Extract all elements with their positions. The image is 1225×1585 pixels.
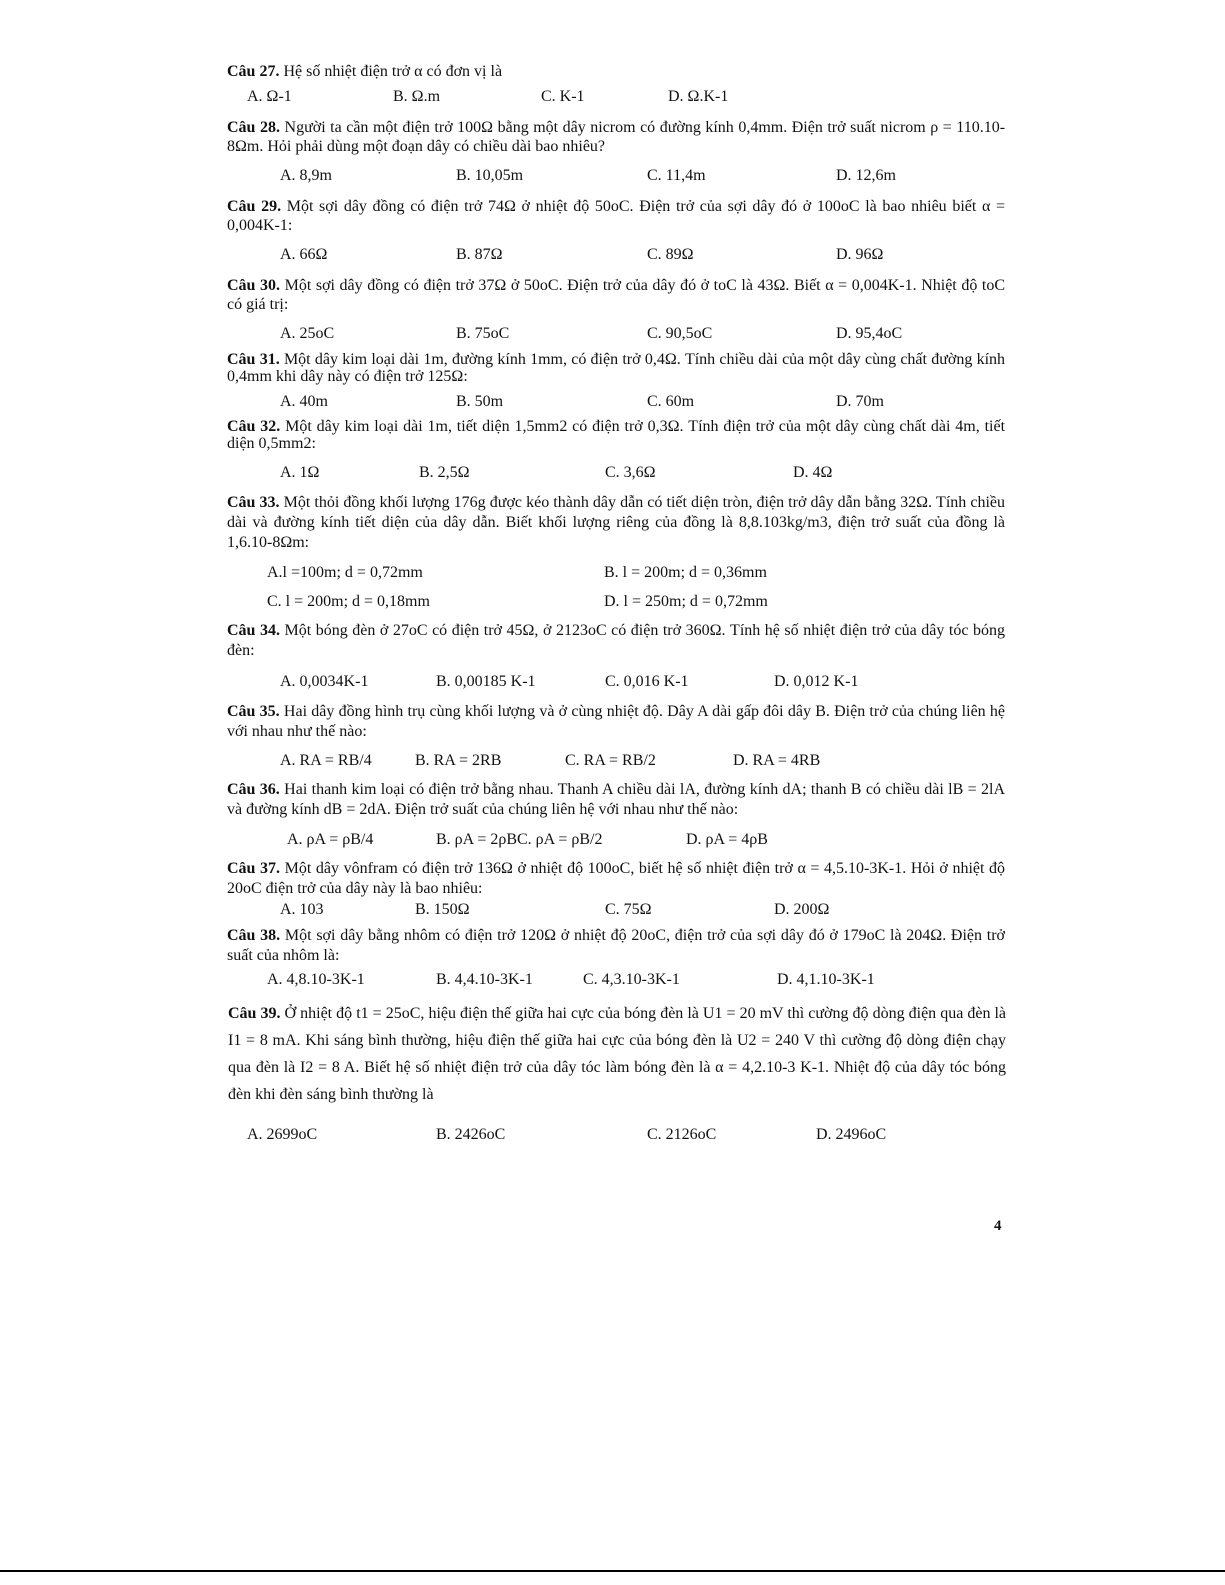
question-label: Câu 37. xyxy=(227,860,281,877)
options-36 xyxy=(0,829,1225,851)
option-a: A. ρA = ρB/4 xyxy=(287,831,374,848)
options-33-row1 xyxy=(0,562,1225,584)
option-d: D. 0,012 K-1 xyxy=(774,673,859,690)
option-d: D. 70m xyxy=(836,393,884,410)
question-text: Ở nhiệt độ t1 = 25oC, hiệu điện thế giữa hai cực của bóng đèn là U1 = 20 mV thì cường độ dòng điện qua đèn là I1 = 8 mA. Khi sáng bình thường, hiệu điện thế giữa hai cực của bóng đèn là U2 = 240 V thì cường độ dòng điện chạy qua đèn là I2 = 8 A. Biết hệ số nhiệt điện trở của dây tóc làm bóng đèn là α = 4,2.10-3 K-1. Nhiệt độ của dây tóc bóng đèn khi đèn sáng bình thường là xyxy=(228,1005,1007,1103)
question-label: Câu 28. xyxy=(227,119,280,136)
option-c: C. 2126oC xyxy=(647,1126,717,1143)
options-28 xyxy=(0,165,1225,187)
option-a: A.l =100m; d = 0,72mm xyxy=(267,564,423,581)
options-38 xyxy=(0,969,1225,991)
option-d: D. l = 250m; d = 0,72mm xyxy=(604,593,768,610)
option-a: A. 1Ω xyxy=(280,464,320,481)
question-31 xyxy=(227,351,1005,385)
option-b: B. 150Ω xyxy=(415,901,470,918)
question-label: Câu 39. xyxy=(228,1005,281,1022)
option-b: B. Ω.m xyxy=(393,88,441,105)
option-d: D. Ω.K-1 xyxy=(668,88,729,105)
question-text: Một dây kim loại dài 1m, tiết diện 1,5mm2 có điện trở 0,3Ω. Tính điện trở của một dây cùng chất dài 4m, tiết diện 0,5mm2: xyxy=(227,418,1006,452)
question-label: Câu 27. xyxy=(227,63,280,80)
question-36 xyxy=(227,780,1005,820)
question-label: Câu 30. xyxy=(227,277,281,294)
options-37 xyxy=(0,899,1225,921)
question-32 xyxy=(227,418,1005,452)
question-34 xyxy=(227,621,1005,661)
question-38 xyxy=(227,926,1005,966)
question-label: Câu 35. xyxy=(227,703,280,720)
question-33 xyxy=(227,493,1005,553)
option-d: D. 96Ω xyxy=(836,246,884,263)
option-d: D. 12,6m xyxy=(836,167,896,184)
option-b: B. 0,00185 K-1 xyxy=(436,673,536,690)
question-label: Câu 31. xyxy=(227,351,280,368)
option-a: A. RA = RB/4 xyxy=(280,752,372,769)
options-32 xyxy=(0,462,1225,484)
question-text: Hai dây đồng hình trụ cùng khối lượng và ở cùng nhiệt độ. Dây A dài gấp đôi dây B. Điện trở của chúng liên hệ với nhau như thế nào: xyxy=(227,703,1006,740)
options-29 xyxy=(0,244,1225,266)
question-text: Một dây kim loại dài 1m, đường kính 1mm, có điện trở 0,4Ω. Tính chiều dài của một dây cùng chất đường kính 0,4mm khi dây này có điện trở 125Ω: xyxy=(227,351,1006,385)
question-27 xyxy=(227,62,1005,81)
option-a: A. 0,0034K-1 xyxy=(280,673,369,690)
option-b: B. 2,5Ω xyxy=(419,464,470,481)
option-c: C. 0,016 K-1 xyxy=(605,673,689,690)
options-31 xyxy=(0,391,1225,413)
option-d: D. 2496oC xyxy=(816,1126,887,1143)
page-number: 4 xyxy=(994,1218,1002,1234)
option-c: C. 11,4m xyxy=(647,167,706,184)
options-34 xyxy=(0,671,1225,693)
option-b: B. 4,4.10-3K-1 xyxy=(436,971,533,988)
option-c: C. 89Ω xyxy=(647,246,694,263)
option-c: C. 60m xyxy=(647,393,695,410)
option-b: B. 75oC xyxy=(456,325,510,342)
question-label: Câu 33. xyxy=(227,494,280,511)
option-c: C. 3,6Ω xyxy=(605,464,656,481)
question-text: Một dây vônfram có điện trở 136Ω ở nhiệt độ 100oC, biết hệ số nhiệt điện trở α = 4,5.10-3K-1. Hỏi ở nhiệt độ 20oC điện trở của dây này là bao nhiêu: xyxy=(227,860,1006,897)
option-c: C. 4,3.10-3K-1 xyxy=(583,971,680,988)
option-c: C. RA = RB/2 xyxy=(565,752,656,769)
option-c: C. 90,5oC xyxy=(647,325,713,342)
option-a: A. 4,8.10-3K-1 xyxy=(267,971,365,988)
question-text: Một bóng đèn ở 27oC có điện trở 45Ω, ở 2123oC có điện trở 360Ω. Tính hệ số nhiệt điện trở của dây tóc bóng đèn: xyxy=(227,622,1005,659)
option-b: B. RA = 2RB xyxy=(415,752,502,769)
option-b-c: B. ρA = 2ρBC. ρA = ρB/2 xyxy=(436,831,603,848)
option-a: A. 66Ω xyxy=(280,246,328,263)
option-d: D. 200Ω xyxy=(774,901,830,918)
option-a: A. 2699oC xyxy=(247,1126,318,1143)
options-39 xyxy=(0,1124,1225,1146)
question-label: Câu 34. xyxy=(227,622,280,639)
question-29 xyxy=(227,197,1005,235)
option-a: A. 8,9m xyxy=(280,167,332,184)
option-c: C. l = 200m; d = 0,18mm xyxy=(267,593,430,610)
option-d: D. 4Ω xyxy=(793,464,833,481)
option-b: B. 50m xyxy=(456,393,504,410)
question-39 xyxy=(228,1000,1006,1108)
option-c: C. 75Ω xyxy=(605,901,652,918)
option-b: B. 2426oC xyxy=(436,1126,506,1143)
option-b: B. 10,05m xyxy=(456,167,524,184)
option-c: C. K-1 xyxy=(541,88,585,105)
question-label: Câu 38. xyxy=(227,927,281,944)
options-30 xyxy=(0,323,1225,345)
option-b: B. 87Ω xyxy=(456,246,503,263)
question-35 xyxy=(227,702,1005,742)
option-a: A. 40m xyxy=(280,393,328,410)
question-text: Một sợi dây đồng có điện trở 74Ω ở nhiệt độ 50oC. Điện trở của sợi dây đó ở 100oC là bao nhiêu biết α = 0,004K-1: xyxy=(227,198,1005,234)
option-a: A. 25oC xyxy=(280,325,335,342)
question-text: Một sợi dây bằng nhôm có điện trở 120Ω ở nhiệt độ 20oC, điện trở của sợi dây đó ở 179oC là 204Ω. Điện trở suất của nhôm là: xyxy=(227,927,1005,964)
question-text: Người ta cần một điện trở 100Ω bằng một dây nicrom có đường kính 0,4mm. Điện trở suất nicrom ρ = 110.10-8Ωm. Hỏi phải dùng một đoạn dây có chiều dài bao nhiêu? xyxy=(227,119,1006,155)
option-a: A. Ω-1 xyxy=(247,88,292,105)
question-37 xyxy=(227,859,1005,899)
option-b: B. l = 200m; d = 0,36mm xyxy=(604,564,767,581)
question-text: Một sợi dây đồng có điện trở 37Ω ở 50oC. Điện trở của dây đó ở toC là 43Ω. Biết α = 0,004K-1. Nhiệt độ toC có giá trị: xyxy=(227,277,1006,313)
option-a: A. 103 xyxy=(280,901,324,918)
question-label: Câu 36. xyxy=(227,781,280,798)
page-bottom-rule xyxy=(0,1570,1225,1572)
question-28 xyxy=(227,118,1005,156)
option-d: D. RA = 4RB xyxy=(733,752,821,769)
options-27 xyxy=(0,86,1225,108)
question-label: Câu 32. xyxy=(227,418,281,435)
option-d: D. 95,4oC xyxy=(836,325,903,342)
question-text: Một thỏi đồng khối lượng 176g được kéo thành dây dẫn có tiết diện tròn, điện trở dây dẫn bằng 32Ω. Tính chiều dài và đường kính tiết diện của dây dẫn. Biết khối lượng riêng của đồng là 8,8.103kg/m3, điện trở suất của đồng là 1,6.10-8Ωm: xyxy=(227,494,1006,551)
question-label: Câu 29. xyxy=(227,198,282,215)
question-text: Hai thanh kim loại có điện trở bằng nhau. Thanh A chiều dài lA, đường kính dA; thanh B có chiều dài lB = 2lA và đường kính dB = 2dA. Điện trở suất của chúng liên hệ với nhau như thế nào: xyxy=(227,781,1006,818)
options-35 xyxy=(0,750,1225,772)
question-30 xyxy=(227,276,1005,314)
question-text: Hệ số nhiệt điện trở α có đơn vị là xyxy=(283,63,503,80)
options-33-row2 xyxy=(0,591,1225,613)
option-d: D. ρA = 4ρB xyxy=(686,831,768,848)
option-d: D. 4,1.10-3K-1 xyxy=(777,971,875,988)
